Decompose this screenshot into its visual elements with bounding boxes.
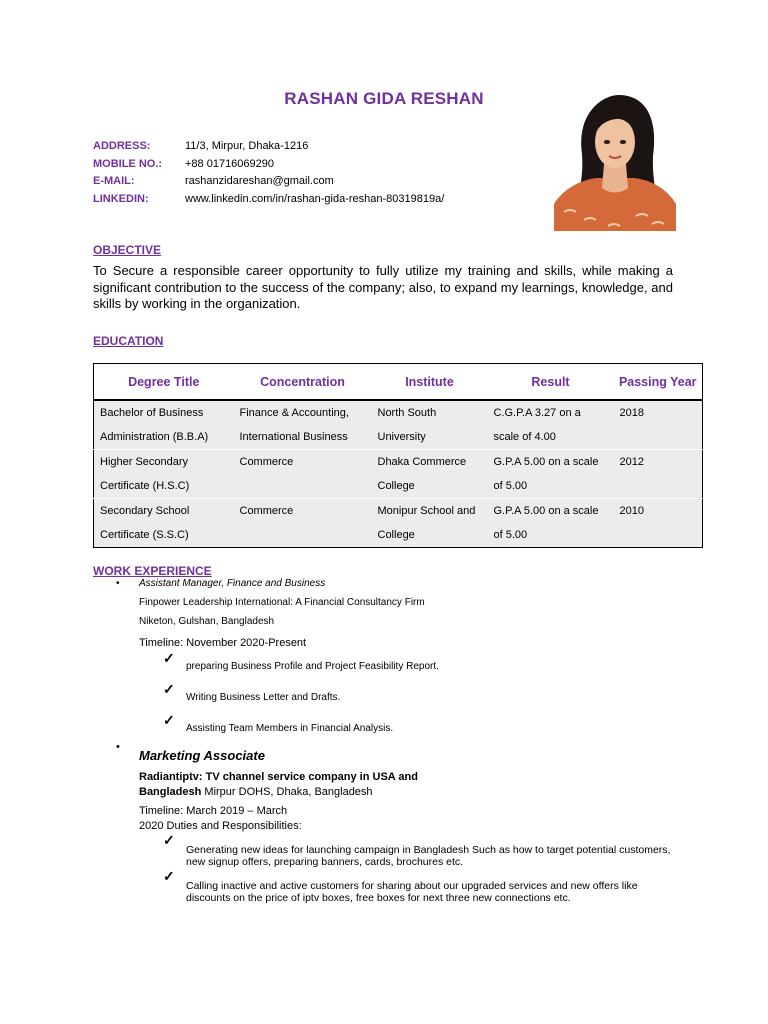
objective-text: To Secure a responsible career opportunity to fully utilize my training and skills, while making a significant contribution to the success of the company; also, to expand my learnings, knowledge, and skills by working in the organization.: [93, 263, 673, 311]
email-value[interactable]: rashanzidareshan@gmail.com: [185, 175, 334, 187]
contact-linkedin: [93, 193, 444, 211]
job1-duty: Assisting Team Members in Financial Analysis.: [186, 723, 394, 734]
col-degree-title: Degree Title: [94, 364, 234, 401]
work-heading: WORK EXPERIENCE: [93, 564, 212, 578]
bullet-icon: •: [116, 741, 120, 753]
job2-timeline-line2: 2020 Duties and Responsibilities:: [139, 820, 302, 832]
col-institute: Institute: [372, 364, 488, 401]
col-result: Result: [488, 364, 614, 401]
contact-email: [93, 175, 444, 193]
concentration-cell: Commerce: [234, 450, 372, 499]
job2-timeline-line1: Timeline: March 2019 – March: [139, 805, 288, 817]
address-label: ADDRESS:: [93, 140, 151, 152]
education-table: [93, 363, 703, 548]
col-passing-year: Passing Year: [614, 364, 703, 401]
concentration-cell: Commerce: [234, 499, 372, 548]
degree-cell: Secondary School Certificate (S.S.C): [94, 499, 234, 548]
contact-mobile: [93, 158, 444, 176]
col-concentration: Concentration: [234, 364, 372, 401]
education-heading: EDUCATION: [93, 334, 164, 348]
concentration-cell: Finance & Accounting, International Business: [234, 400, 372, 450]
institute-cell: North South University: [372, 400, 488, 450]
mobile-label: MOBILE NO.:: [93, 157, 163, 170]
mobile-value: +88 01716069290: [185, 157, 275, 170]
education-header-row: [94, 364, 703, 401]
check-icon: ✓: [163, 832, 175, 848]
linkedin-value[interactable]: www.linkedin.com/in/rashan-gida-reshan-80319819a/: [185, 192, 445, 205]
check-icon: ✓: [163, 712, 175, 728]
result-cell: G.P.A 5.00 on a scale of 5.00: [488, 499, 614, 548]
linkedin-label: LINKEDIN:: [93, 192, 149, 205]
job2-title: Marketing Associate: [139, 748, 265, 763]
job2-duty: Generating new ideas for launching campaign in Bangladesh Such as how to target potential customers, new signup offers, preparing banners, cards, brochures etc.: [186, 844, 671, 868]
bullet-icon: •: [116, 578, 120, 589]
job1-company: Finpower Leadership International: A Financial Consultancy Firm: [139, 597, 425, 608]
table-row: [94, 400, 703, 450]
profile-photo: [554, 92, 676, 231]
job1-duty: Writing Business Letter and Drafts.: [186, 692, 341, 703]
address-value: 11/3, Mirpur, Dhaka-1216: [185, 140, 309, 152]
job2-duty: Calling inactive and active customers for sharing about our upgraded services and new offers like discounts on the price of iptv boxes, free boxes for next three new connections etc.: [186, 880, 638, 904]
job2-location: Mirpur DOHS, Dhaka, Bangladesh: [201, 786, 373, 798]
contact-address: [93, 140, 444, 158]
check-icon: ✓: [163, 681, 175, 697]
degree-cell: Bachelor of Business Administration (B.B.A): [94, 400, 234, 450]
objective-heading: OBJECTIVE: [93, 243, 162, 257]
job2-company-country: Bangladesh: [139, 786, 202, 798]
result-cell: G.P.A 5.00 on a scale of 5.00: [488, 450, 614, 499]
job1-duty: preparing Business Profile and Project Feasibility Report.: [186, 661, 439, 672]
candidate-name: RASHAN GIDA RESHAN: [284, 89, 484, 108]
result-cell: C.G.P.A 3.27 on a scale of 4.00: [488, 400, 614, 450]
check-icon: ✓: [163, 868, 175, 884]
institute-cell: Monipur School and College: [372, 499, 488, 548]
year-cell: 2010: [614, 499, 703, 548]
email-label: E-MAIL:: [93, 175, 135, 187]
check-icon: ✓: [163, 650, 175, 666]
job1-location: Niketon, Gulshan, Bangladesh: [139, 616, 275, 627]
job2-company-line2: [139, 786, 373, 798]
institute-cell: Dhaka Commerce College: [372, 450, 488, 499]
contact-info: [93, 140, 444, 210]
year-cell: 2018: [614, 400, 703, 450]
degree-cell: Higher Secondary Certificate (H.S.C): [94, 450, 234, 499]
job2-company-line1: Radiantiptv: TV channel service company in USA and: [139, 771, 418, 783]
year-cell: 2012: [614, 450, 703, 499]
job1-timeline: Timeline: November 2020-Present: [139, 637, 307, 649]
table-row: [94, 450, 703, 499]
table-row: [94, 499, 703, 548]
job1-title: Assistant Manager, Finance and Business: [139, 578, 326, 589]
